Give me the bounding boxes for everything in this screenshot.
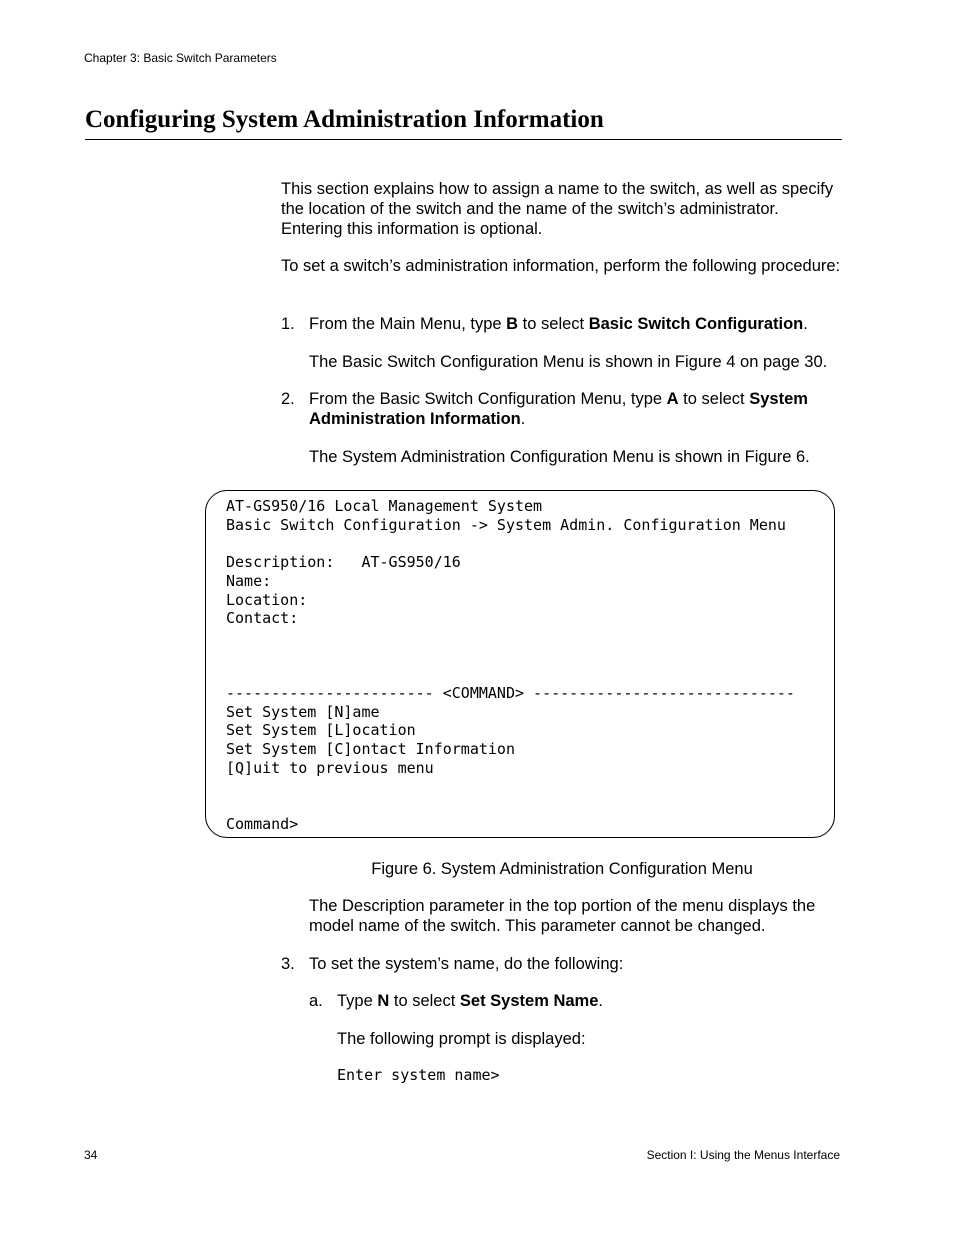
terminal-line: Command>: [226, 814, 299, 833]
step-2-note: The System Administration Configuration Menu is shown in Figure 6.: [309, 448, 810, 466]
terminal-line: [226, 647, 795, 666]
step-2-text: From the Basic Switch Configuration Menu, type A to select System Administration Information.: [309, 390, 808, 428]
system-name-prompt: Enter system name>: [337, 1066, 500, 1084]
terminal-line: Name:: [226, 571, 272, 590]
step-1-number: 1.: [281, 315, 295, 333]
terminal-line: Set System [N]ame: [226, 702, 380, 721]
step-1-text: From the Main Menu, type B to select Basic Switch Configuration.: [309, 315, 808, 333]
step-1-note: The Basic Switch Configuration Menu is shown in Figure 4 on page 30.: [309, 353, 828, 371]
running-header: Chapter 3: Basic Switch Parameters: [84, 51, 277, 65]
description-paragraph: The Description parameter in the top portion of the menu displays the model name of the switch. This parameter cannot be changed.: [309, 897, 816, 935]
terminal-line: [226, 628, 795, 647]
title-rule: [85, 139, 842, 140]
terminal-line: Location:: [226, 590, 308, 609]
section-title: Configuring System Administration Information: [85, 106, 604, 133]
terminal-line: [Q]uit to previous menu: [226, 758, 434, 777]
substep-a-text: Type N to select Set System Name.: [337, 992, 603, 1010]
terminal-line: [226, 778, 795, 797]
terminal-line: Description: AT-GS950/16: [226, 553, 461, 572]
terminal-line: ----------------------- <COMMAND> -----------------------------: [226, 684, 795, 703]
terminal-line: [226, 665, 795, 684]
terminal-line: Set System [L]ocation: [226, 721, 416, 740]
terminal-screen-text: [226, 497, 795, 834]
terminal-line: Contact:: [226, 609, 299, 628]
terminal-line: AT-GS950/16 Local Management System: [226, 497, 543, 515]
terminal-line: [226, 534, 795, 553]
substep-a-letter: a.: [309, 992, 323, 1010]
page-number: 34: [84, 1148, 98, 1162]
terminal-line: Set System [C]ontact Information: [226, 740, 515, 759]
terminal-line: [226, 796, 795, 815]
procedure-intro: To set a switch’s administration information, perform the following procedure:: [281, 257, 841, 275]
substep-a-note: The following prompt is displayed:: [337, 1030, 586, 1048]
step-3-number: 3.: [281, 955, 295, 973]
terminal-line: Basic Switch Configuration -> System Admin. Configuration Menu: [226, 515, 786, 534]
figure-caption: Figure 6. System Administration Configuration Menu: [371, 860, 753, 878]
step-3-text: To set the system’s name, do the following:: [309, 955, 624, 973]
section-footer: Section I: Using the Menus Interface: [646, 1148, 840, 1162]
step-2-number: 2.: [281, 390, 295, 408]
intro-paragraph: This section explains how to assign a name to the switch, as well as specify the location of the switch and the name of the switch’s administrator. Entering this information is optional.: [281, 180, 834, 238]
